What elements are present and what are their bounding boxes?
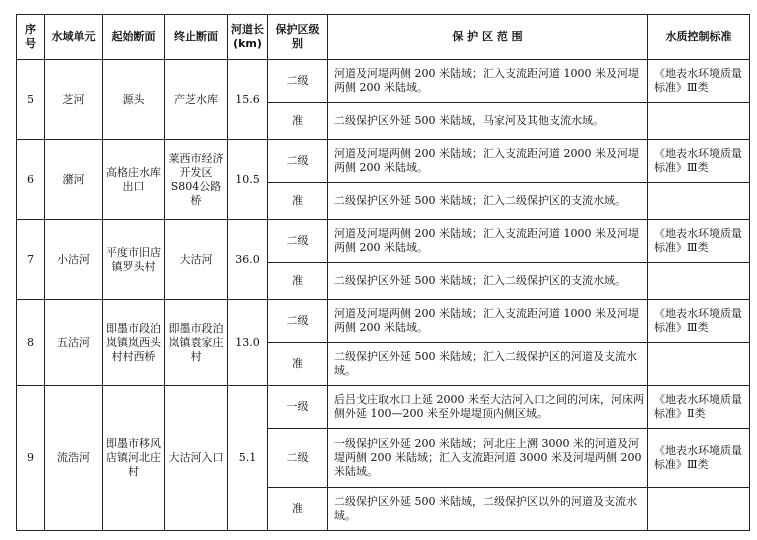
header-end: 终止断面 — [165, 15, 228, 60]
cell-scope: 河道及河堤两侧 200 米陆域；汇入支流距河道 1000 米及河堤两侧 200 米陆域。 — [328, 60, 648, 103]
cell-scope: 河道及河堤两侧 200 米陆域；汇入支流距河道 2000 米及河堤两侧 200 米陆域。 — [328, 140, 648, 183]
cell-level: 准 — [268, 263, 328, 300]
cell-unit: 流浩河 — [45, 386, 103, 531]
cell-level: 二级 — [268, 300, 328, 343]
cell-start: 即墨市移风店镇河北庄村 — [103, 386, 165, 531]
cell-standard — [648, 183, 750, 220]
table-row — [17, 140, 750, 183]
header-length: 河道长(km) — [228, 15, 268, 60]
cell-start: 平度市旧店镇罗头村 — [103, 220, 165, 300]
cell-length: 36.0 — [228, 220, 268, 300]
cell-level: 一级 — [268, 386, 328, 429]
cell-unit: 潴河 — [45, 140, 103, 220]
cell-end: 产芝水库 — [165, 60, 228, 140]
header-unit: 水域单元 — [45, 15, 103, 60]
header-scope: 保 护 区 范 围 — [328, 15, 648, 60]
cell-end: 大沽河入口 — [165, 386, 228, 531]
cell-level: 二级 — [268, 220, 328, 263]
cell-standard — [648, 263, 750, 300]
cell-standard: 《地表水环境质量标准》Ⅲ类 — [648, 60, 750, 103]
cell-scope: 后吕戈庄取水口上延 2000 米至大沽河入口之间的河床，河床两侧外延 100—200 米至外堤堤顶内侧区域。 — [328, 386, 648, 429]
cell-unit: 五沽河 — [45, 300, 103, 386]
cell-unit: 芝河 — [45, 60, 103, 140]
table-row — [17, 386, 750, 429]
cell-length: 5.1 — [228, 386, 268, 531]
cell-length: 10.5 — [228, 140, 268, 220]
cell-scope: 二级保护区外延 500 米陆域；汇入二级保护区的河道及支流水域。 — [328, 343, 648, 386]
cell-level: 准 — [268, 488, 328, 531]
cell-scope: 二级保护区外延 500 米陆域，二级保护区以外的河道及支流水域。 — [328, 488, 648, 531]
cell-end: 即墨市段泊岚镇袁家庄村 — [165, 300, 228, 386]
cell-scope: 二级保护区外延 500 米陆域；汇入二级保护区的支流水域。 — [328, 263, 648, 300]
header-level: 保护区级别 — [268, 15, 328, 60]
cell-standard: 《地表水环境质量标准》Ⅲ类 — [648, 220, 750, 263]
cell-start: 即墨市段泊岚镇岚西头村村西桥 — [103, 300, 165, 386]
cell-level: 准 — [268, 343, 328, 386]
cell-level: 准 — [268, 103, 328, 140]
cell-seq: 7 — [17, 220, 45, 300]
header-start: 起始断面 — [103, 15, 165, 60]
header-seq: 序号 — [17, 15, 45, 60]
header-row — [17, 15, 750, 60]
cell-level: 准 — [268, 183, 328, 220]
cell-standard: 《地表水环境质量标准》Ⅲ类 — [648, 300, 750, 343]
cell-standard: 《地表水环境质量标准》Ⅲ类 — [648, 140, 750, 183]
cell-level: 二级 — [268, 140, 328, 183]
cell-scope: 二级保护区外延 500 米陆域，马家河及其他支流水域。 — [328, 103, 648, 140]
cell-seq: 5 — [17, 60, 45, 140]
table-row — [17, 60, 750, 103]
cell-seq: 9 — [17, 386, 45, 531]
cell-standard — [648, 488, 750, 531]
cell-level: 二级 — [268, 60, 328, 103]
cell-seq: 8 — [17, 300, 45, 386]
cell-standard: 《地表水环境质量标准》Ⅱ类 — [648, 386, 750, 429]
cell-scope: 二级保护区外延 500 米陆域；汇入二级保护区的支流水域。 — [328, 183, 648, 220]
cell-start: 源头 — [103, 60, 165, 140]
table-row — [17, 220, 750, 263]
cell-seq: 6 — [17, 140, 45, 220]
table-row — [17, 300, 750, 343]
cell-level: 二级 — [268, 429, 328, 488]
cell-scope: 河道及河堤两侧 200 米陆域；汇入支流距河道 1000 米及河堤两侧 200 米陆域。 — [328, 300, 648, 343]
header-standard: 水质控制标准 — [648, 15, 750, 60]
cell-length: 15.6 — [228, 60, 268, 140]
cell-scope: 一级保护区外延 200 米陆域；河北庄上溯 3000 米的河道及河堤两侧 200 米陆域；汇入支流距河道 3000 米及河堤两侧 200 米陆域。 — [328, 429, 648, 488]
cell-length: 13.0 — [228, 300, 268, 386]
cell-standard — [648, 343, 750, 386]
cell-standard — [648, 103, 750, 140]
cell-standard: 《地表水环境质量标准》Ⅲ类 — [648, 429, 750, 488]
cell-end: 莱西市经济开发区S804公路桥 — [165, 140, 228, 220]
cell-unit: 小沽河 — [45, 220, 103, 300]
cell-end: 大沽河 — [165, 220, 228, 300]
protection-zone-table — [16, 14, 750, 531]
cell-scope: 河道及河堤两侧 200 米陆域；汇入支流距河道 1000 米及河堤两侧 200 米陆域。 — [328, 220, 648, 263]
cell-start: 高格庄水库出口 — [103, 140, 165, 220]
